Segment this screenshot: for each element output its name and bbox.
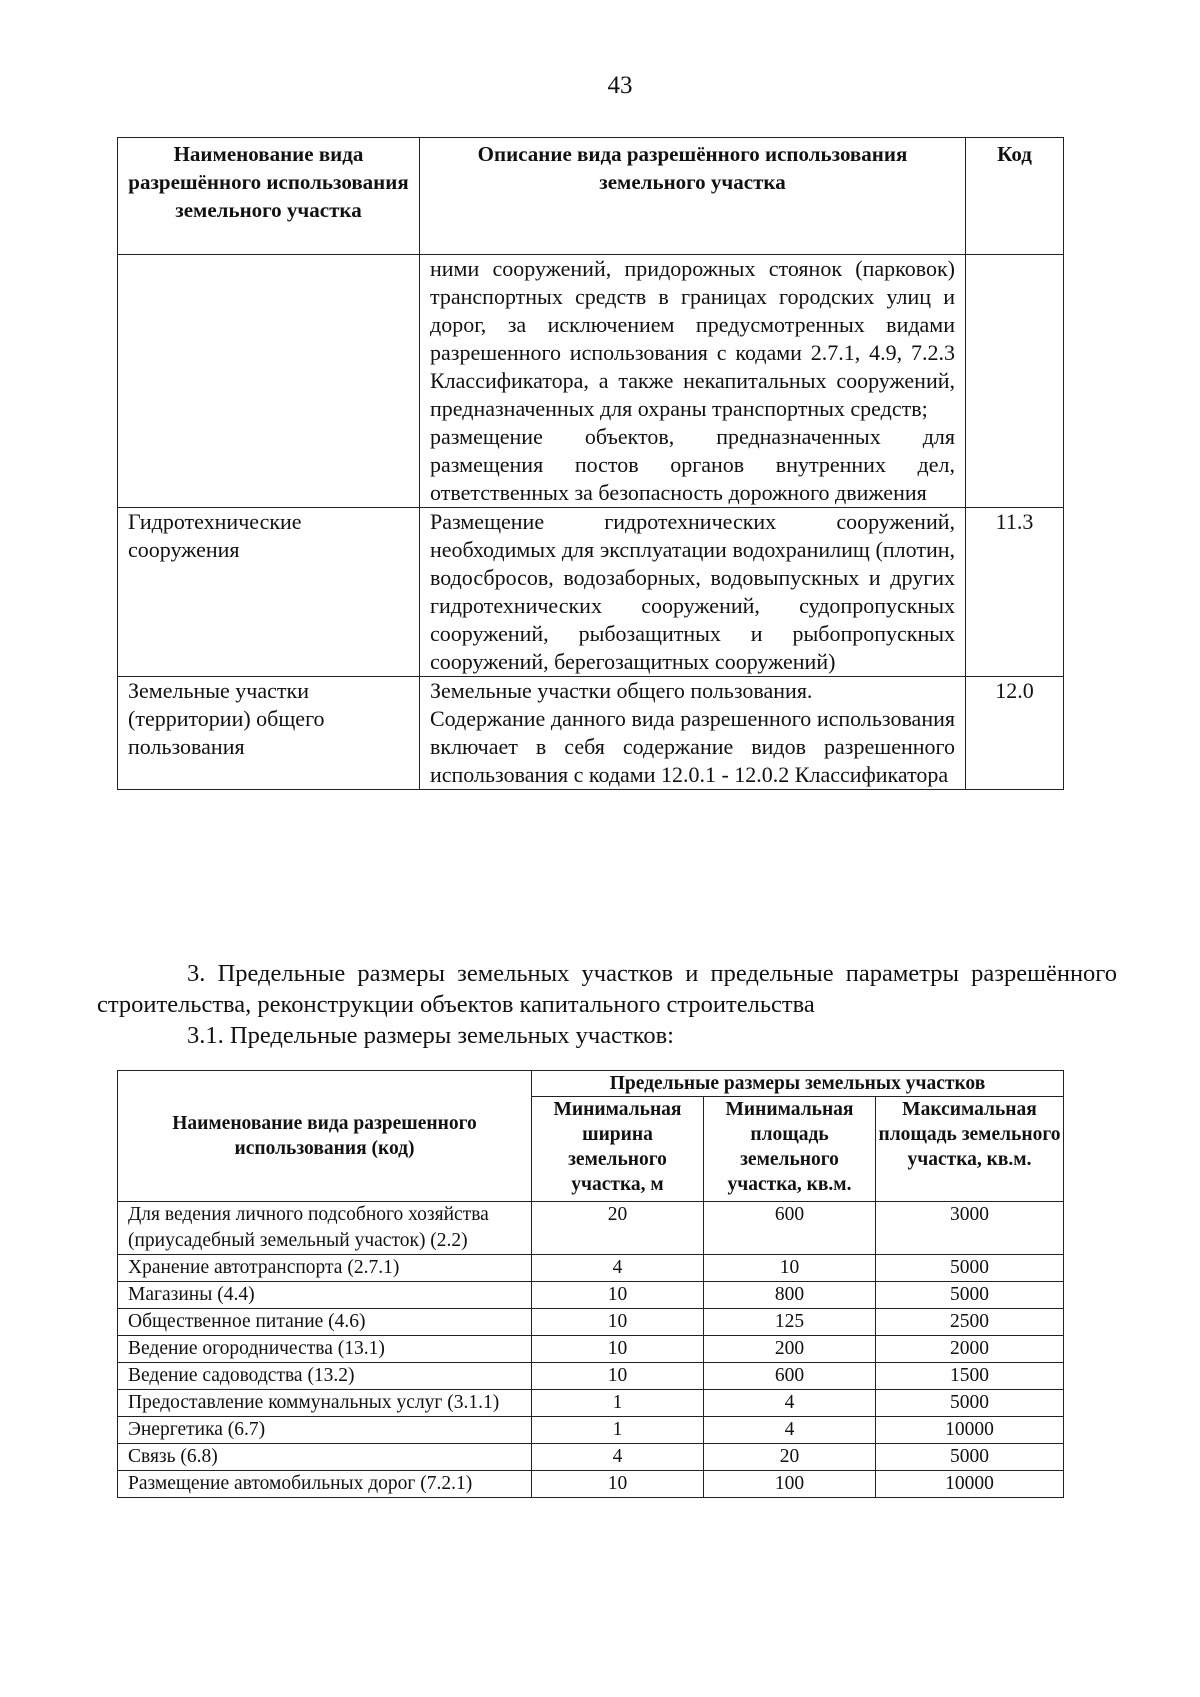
row-max-area: 5000 (876, 1255, 1064, 1282)
section-paragraph: 3. Предельные размеры земельных участков и предельные параметры разрешённого строительства, реконструкции объектов капитального строительства (97, 960, 1117, 1018)
table-row (118, 1202, 1064, 1255)
row-code: 12.0 (966, 677, 1064, 790)
row-min-area: 800 (704, 1282, 876, 1309)
header-max-area: Максимальная площадь земельного участка, кв.м. (876, 1097, 1064, 1202)
table-header-row (118, 1071, 1064, 1097)
header-min-area: Минимальная площадь земельного участка, кв.м. (704, 1097, 876, 1202)
table-row (118, 1282, 1064, 1309)
row-max-area: 2000 (876, 1336, 1064, 1363)
table-row (118, 1390, 1064, 1417)
row-description-text: ними сооружений, придорожных стоянок (парковок) транспортных средств в границах городских улиц и дорог, за исключением предусмотренных видами разрешенного использования с кодами 2.7.1, 4.9, 7.2.3 Классификатора, а также некапитальных сооружений, предназначенных для охраны транспортных средств; размещение объектов, предназначенных для размещения постов органов внутренних дел, ответственных за безопасность дорожного движения (430, 256, 955, 505)
limits-table-body (118, 1202, 1064, 1498)
section-subheading: 3.1. Предельные размеры земельных участков: (187, 1022, 674, 1049)
row-min-area: 10 (704, 1255, 876, 1282)
row-use-type: Энергетика (6.7) (118, 1417, 532, 1444)
row-max-area: 10000 (876, 1417, 1064, 1444)
land-use-types-table (117, 137, 1064, 790)
row-min-area: 200 (704, 1336, 876, 1363)
table-row (118, 1336, 1064, 1363)
row-min-area: 4 (704, 1417, 876, 1444)
table-row (118, 677, 1064, 790)
row-min-width: 20 (532, 1202, 704, 1255)
row-use-type: Для ведения личного подсобного хозяйства (приусадебный земельный участок) (2.2) (118, 1202, 532, 1255)
header-name: Наименование вида разрешённого использования земельного участка (118, 138, 420, 255)
row-min-width: 10 (532, 1282, 704, 1309)
row-use-type: Ведение огородничества (13.1) (118, 1336, 532, 1363)
table-row (118, 1471, 1064, 1498)
table-row (118, 1444, 1064, 1471)
row-min-area: 100 (704, 1471, 876, 1498)
row-min-area: 600 (704, 1363, 876, 1390)
row-min-width: 10 (532, 1363, 704, 1390)
table-row (118, 255, 1064, 508)
row-description (420, 255, 966, 508)
header-min-width: Минимальная ширина земельного участка, м (532, 1097, 704, 1202)
row-min-width: 10 (532, 1336, 704, 1363)
section-3 (97, 958, 1117, 1051)
table-row (118, 1309, 1064, 1336)
row-min-area: 20 (704, 1444, 876, 1471)
row-max-area: 5000 (876, 1282, 1064, 1309)
row-min-area: 4 (704, 1390, 876, 1417)
table-header-row (118, 138, 1064, 255)
table-row (118, 1417, 1064, 1444)
row-name: Земельные участки (территории) общего пользования (118, 677, 420, 790)
row-min-area: 125 (704, 1309, 876, 1336)
header-limits-group: Предельные размеры земельных участков (532, 1071, 1064, 1097)
row-min-width: 1 (532, 1390, 704, 1417)
row-code (966, 255, 1064, 508)
row-description-text: Земельные участки общего пользования. Содержание данного вида разрешенного использования включает в себя содержание видов разрешенного использования с кодами 12.0.1 - 12.0.2 Классификатора (430, 678, 955, 787)
row-description-text: Размещение гидротехнических сооружений, необходимых для эксплуатации водохранилищ (плотин, водосбросов, водозаборных, водовыпускных и других гидротехнических сооружений, судопропускных сооружений, рыбозащитных и рыбопропускных сооружений, берегозащитных сооружений) (430, 509, 955, 674)
row-min-width: 4 (532, 1255, 704, 1282)
row-use-type: Магазины (4.4) (118, 1282, 532, 1309)
header-description: Описание вида разрешённого использования земельного участка (420, 138, 966, 255)
row-max-area: 2500 (876, 1309, 1064, 1336)
row-min-area: 600 (704, 1202, 876, 1255)
row-name (118, 255, 420, 508)
row-description (420, 677, 966, 790)
land-plot-limits-table (117, 1070, 1064, 1498)
row-max-area: 1500 (876, 1363, 1064, 1390)
table-row (118, 508, 1064, 677)
row-description (420, 508, 966, 677)
row-min-width: 4 (532, 1444, 704, 1471)
header-use-type: Наименование вида разрешенного использования (код) (118, 1071, 532, 1202)
row-min-width: 10 (532, 1471, 704, 1498)
row-use-type: Связь (6.8) (118, 1444, 532, 1471)
row-max-area: 5000 (876, 1390, 1064, 1417)
row-use-type: Размещение автомобильных дорог (7.2.1) (118, 1471, 532, 1498)
row-use-type: Хранение автотранспорта (2.7.1) (118, 1255, 532, 1282)
row-use-type: Общественное питание (4.6) (118, 1309, 532, 1336)
page-number: 43 (607, 72, 633, 99)
table-row (118, 1363, 1064, 1390)
header-code: Код (966, 138, 1064, 255)
row-max-area: 3000 (876, 1202, 1064, 1255)
row-max-area: 5000 (876, 1444, 1064, 1471)
row-use-type: Ведение садоводства (13.2) (118, 1363, 532, 1390)
row-use-type: Предоставление коммунальных услуг (3.1.1) (118, 1390, 532, 1417)
row-max-area: 10000 (876, 1471, 1064, 1498)
row-code: 11.3 (966, 508, 1064, 677)
row-name: Гидротехнические сооружения (118, 508, 420, 677)
table-row (118, 1255, 1064, 1282)
row-min-width: 10 (532, 1309, 704, 1336)
row-min-width: 1 (532, 1417, 704, 1444)
